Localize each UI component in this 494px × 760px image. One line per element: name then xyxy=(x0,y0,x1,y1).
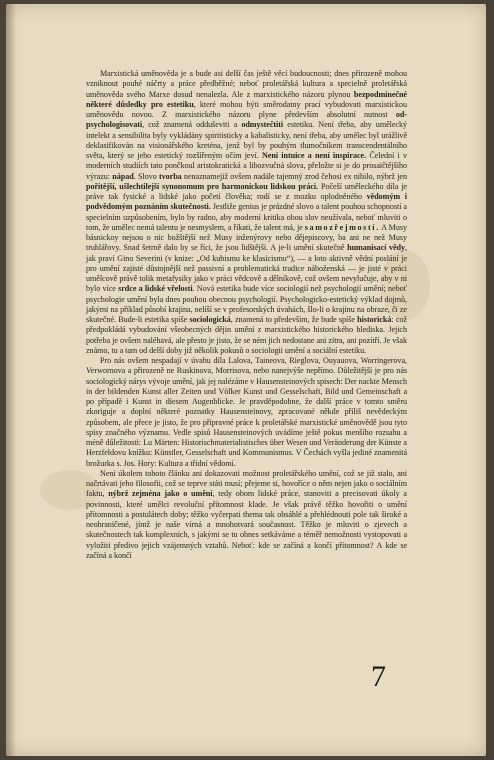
emphasized-text: Není intuice a není inspirace. xyxy=(261,151,367,160)
body-text-run: Není úkolem tohoto článku ani dokazovati možnost proletářského umění, což se již stalo, ani načrtávati jeho filosofii, což se teprve státi musí; přejeme si, hovoříce o něm nejen jako o sociálním faktu, xyxy=(86,468,407,499)
paragraph xyxy=(86,69,407,356)
body-text-run: Počeší uměleckého díla je práve tak fysické a lidské jako početí člověka; rodí se z mozku oplodněného xyxy=(86,181,407,201)
body-text-run: , což znamená odduševiti a xyxy=(142,120,242,130)
page-number: 7 xyxy=(371,660,386,693)
body-text-run: nenaznamejiž ovšem nadále tajemný zrod čehosi ex nihilo, nýbrž jen xyxy=(181,171,407,181)
body-text-run: Pro nás ovšem nespadají v úvahu díla Lalova, Taineova, Rieglova, Ouyauova, Worringerova, Verwornova a přirozeně ne Ruskinova, Morrisova, nebo nanejvýše nepřímo. Důležitější je pro nás sociologický nárys vývoje umění, jak jej nalézáme v Hausensteinových spisech: Der nackte Mensch in der bildenden Kunst aller Zeiten und Völker Kunst und Gesselschaft, Bild und Gemeinschaft a po případě i Kunst in diesem Augenblicke. Je pravděpodobne, že další práce v tomto směru zkoriguje a doplní některé poznatky Hausensteinovy, zpracované někde příliš nevědeckým způsobem, ale přece je jisto, že pro připravné práce k proletářské marxistické uměnovědě jsou tyto spisy značného významu. Vedle spisů Hausensteinových uvádíme ještě pokus menšího rozsahu a méně důležitosti: Lu Märten: Historischmaterialistisches über Wesen und Veränderung der Künste a Herzfeldovu knížku: Künstler, Gesselschaft und Kommunismus. V Čechách vyšla jediné znamenitá brožurka s. Jos. Hory: Kultura a třídní vědomí. xyxy=(86,356,407,468)
body-text-run: . Nová estetika bude více sociologií než psychologií umění; neboť psychologie umění byla dnes pouhou obecnou psychologií. Psychologicko-estetický výklad dojmů, jakými na příklad působí krajina, nelíší se v profesorských úvahách, šlo-li o krajinu na obraze, či ze skutečné. Bude-li estetika spíše xyxy=(86,284,408,324)
emphasized-text: tvorba xyxy=(158,171,182,181)
emphasized-text: samozřejmostí. xyxy=(304,222,380,232)
body-text-run: Jestliže genius je prázdné slovo a talent pouhou schopností a specielním uzpůsobením, bylo by radno, aby moderní kritika obou slov neužívala, neboť mluvíti o tom, že umělec nemá talentu je nesmyslem, a říkati, že talent má, je xyxy=(86,202,407,232)
body-text-run: , jak praví Gino Severini (v knize: „Od kubismu ke klasicismu“), — a loto aktivně vědní poslání je pro umění zajisté důstojnější než passivní a problematická tradice náboženská — je jisté v práci umělcově právě tolik metafysiky jako v práci vědcově a dělníkově, což ovšem nevylučuje, aby v ni bylo více xyxy=(86,243,407,294)
emphasized-text: humanisací vědy xyxy=(347,243,406,253)
emphasized-text: sociologická xyxy=(189,315,231,324)
body-text-run: . Slovo xyxy=(133,171,159,181)
article-body-text xyxy=(86,69,407,561)
emphasized-text: vědomým i podvědomým poznáním skutečnosti. xyxy=(86,192,407,212)
body-text-run: : což předpokládá vybudování všeobecných dějin umění z marxistického historického hlediska. Jejich potřeba je ovšem naléhavá, ale přesto je jisto, že se ném jich nedostane ani zítra, ani pozítří. Je však známo, tu a tam od delší doby již několik pokusů o sociologii umění a sociální estetiku. xyxy=(86,315,407,355)
body-text-run: A Musy básnickoy nejsou o nic božštější než Musy inženýrovy nebo dějepiscovy, ba ani ne než Musy truhlářovy. Snad šetrně dalo by se říci, že jsou lidštější. A je-li umění skutečně xyxy=(86,222,407,253)
body-text-run: Marxistická uměnověda je a bude asi delší čas ještě věcí budoucnosti; dnes přirozeně mohou vzniknout pouhé náčrty a práce předběžné; neboť proletářská kultura a specielně proletářská uměnověda svého Marxe dosud nenalezla. Ale z marxistického názoru plynou xyxy=(86,69,407,99)
emphasized-text: odmystečtiti xyxy=(241,120,284,130)
body-text-run: Čelední i v moderních studiích tato pončkoul aristokratická a libozvučná slova, přeložte si je do prosaičtějšího výrazu: xyxy=(86,151,408,181)
emphasized-text: srdce a lidské vřelosti xyxy=(118,284,193,294)
paragraph xyxy=(86,356,407,469)
paragraph xyxy=(86,469,407,561)
body-text-run: , které mohou býti směrodatny prací vybudovati marxistickou uměnovědu novou. Z marxistického názoru plyne především absolutní nutnost xyxy=(86,99,407,119)
emphasized-text: nýbrž zejména jako o umění xyxy=(108,489,213,499)
body-text-run: estetiku. Není třeba, aby umělecký intelekt a sensibilita byly vykládány spiritisticky a kabalisticky, není třeba, aby umělec byl urážlivě deklasifikován na visionářského kreténa, jenž byl by pouhým tlumočníkem transcendentálního světa, který se jeho estetický rozšířeným očím jeví. xyxy=(86,120,407,160)
emphasized-text: od-psychologisovati xyxy=(86,110,407,130)
body-text-run: , tedy obom lidské práce, stanoviti a precisovati úkoly a povinnosti, které umělci revoluční přítomnost klade. Je však právě těžko hovořiti o umění přítomnosti a postulátech doby; těžko vyčerpati thema tak obsáhlé a přehlédnouti pole tak široké a neohraničené, jímž je naše vírná a mnohotvará současnost. Těžko je mluviti o zjevech a skutečnostech tak komplexních, s jakými se tu ohnes setkáváme a téměř nemožnosti vystopovati a vyložiti předivo jejich vzájemných vztahů. Neboť: kde se začíná a končí přítomnost? A kde se začíná a končí xyxy=(86,489,407,560)
page-binding-shadow xyxy=(6,4,16,756)
emphasized-text: bezpodmínečné některé důsledky pro estetiku xyxy=(86,89,407,109)
emphasized-text: pořitější, ušlechtilejší synonomum pro harmonickou lidskou práci. xyxy=(86,181,319,191)
body-text-run: , znamená to především, že bude spíše xyxy=(230,315,358,324)
emphasized-text: historická xyxy=(357,315,392,324)
emphasized-text: nápad xyxy=(112,171,134,181)
